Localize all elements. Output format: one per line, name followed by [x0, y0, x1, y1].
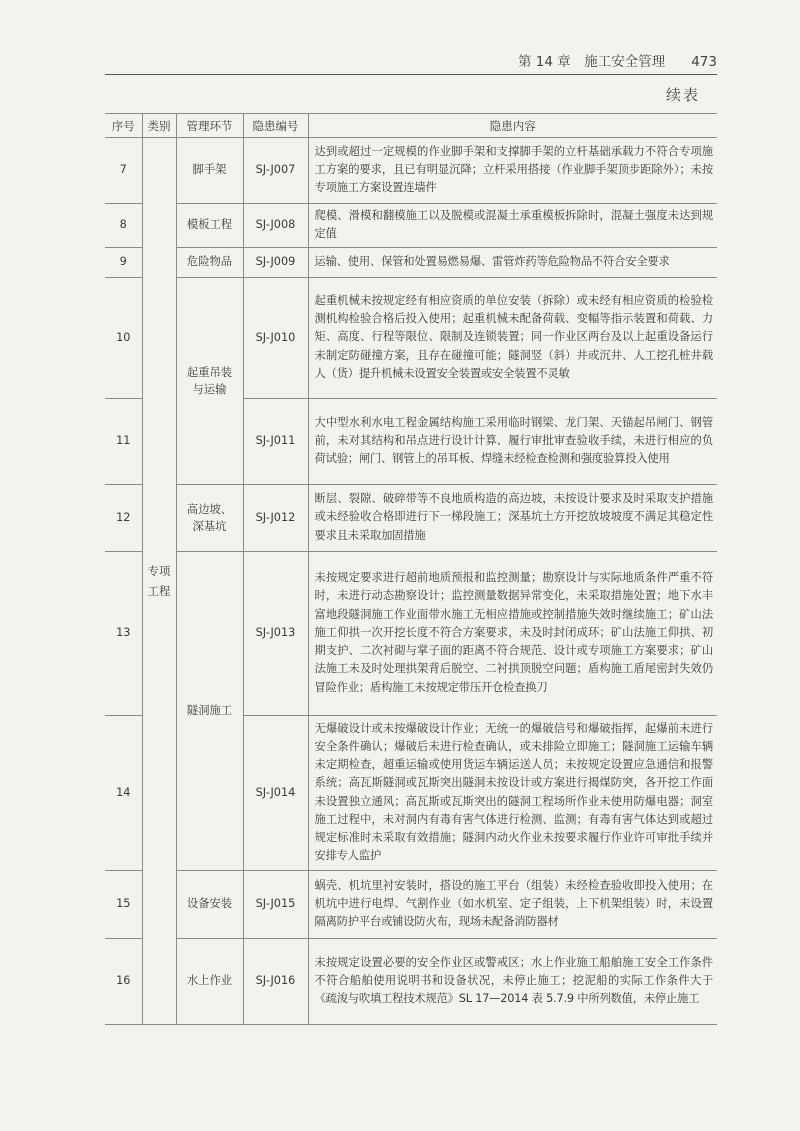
- stage-cell: 模板工程: [176, 204, 243, 248]
- row-number: 13: [105, 552, 142, 716]
- content-cell: 断层、裂隙、破碎带等不良地质构造的高边坡，未按设计要求及时采取支护措施或未经验收合格即进行下一梯段施工；深基坑土方开挖放坡坡度不满足其稳定性要求且未采取加固措施: [308, 485, 717, 552]
- stage-label-lifting: 起重吊装与运输: [186, 366, 233, 396]
- row-number: 15: [105, 871, 142, 939]
- row-number: 10: [105, 278, 142, 399]
- col-header-category: 类别: [142, 114, 176, 138]
- col-header-stage: 管理环节: [176, 114, 243, 138]
- content-cell: 大中型水利水电工程金属结构施工采用临时钢梁、龙门架、天锚起吊闸门、钢管前，未对其结构和吊点进行设计计算、履行审批审查验收手续，未进行相应的负荷试验；闸门、钢管上的吊耳板、焊缝未经检查检测和强度验算投入使用: [308, 399, 717, 485]
- stage-label-slope: 高边坡、深基坑: [186, 503, 233, 533]
- code-cell: SJ-J009: [243, 248, 308, 278]
- category-cell: [142, 138, 176, 1025]
- table-row: [105, 552, 717, 716]
- stage-cell: 隧洞施工: [176, 552, 243, 871]
- code-cell: SJ-J016: [243, 939, 308, 1025]
- row-number: 11: [105, 399, 142, 485]
- hazard-table: [105, 113, 717, 1025]
- code-cell: SJ-J014: [243, 716, 308, 871]
- row-number: 8: [105, 204, 142, 248]
- row-number: 12: [105, 485, 142, 552]
- content-cell: 未按规定要求进行超前地质预报和监控测量；勘察设计与实际地质条件严重不符时，未进行动态勘察设计；监控测量数据异常变化，未采取措施处置；地下水丰富地段隧洞施工作业面带水施工无相应措施或控制措施失效时继续施工；矿山法施工仰拱一次开挖长度不符合方案要求，未及时封闭成环；矿山法施工仰拱、初期支护、二次衬砌与掌子面的距离不符合规范、设计或专项施工方案要求；矿山法施工未及时处理拱架背后脱空、二衬拱顶脱空问题；盾构施工盾尾密封失效仍冒险作业；盾构施工未按规定带压开仓检查换刀: [308, 552, 717, 716]
- content-cell: 达到或超过一定规模的作业脚手架和支撑脚手架的立杆基础承载力不符合专项施工方案的要求，且已有明显沉降；立杆采用搭接（作业脚手架顶步距除外）；未按专项施工方案设置连墙件: [308, 138, 717, 204]
- chapter-title: 第 14 章 施工安全管理: [517, 54, 666, 70]
- stage-cell: 脚手架: [176, 138, 243, 204]
- table-row: [105, 138, 717, 204]
- code-cell: SJ-J013: [243, 552, 308, 716]
- code-cell: SJ-J015: [243, 871, 308, 939]
- row-number: 7: [105, 138, 142, 204]
- code-cell: SJ-J008: [243, 204, 308, 248]
- row-number: 14: [105, 716, 142, 871]
- content-cell: 蜗壳、机坑里衬安装时，搭设的施工平台（组装）未经检查验收即投入使用；在机坑中进行电焊、气割作业（如水机室、定子组装，上下机架组装）时，未设置隔离防护平台或铺设防火布，现场未配备消防器材: [308, 871, 717, 939]
- code-cell: SJ-J011: [243, 399, 308, 485]
- content-cell: 爬模、滑模和翻模施工以及脱模或混凝土承重模板拆除时，混凝土强度未达到规定值: [308, 204, 717, 248]
- content-cell: 无爆破设计或未按爆破设计作业；无统一的爆破信号和爆破指挥，起爆前未进行安全条件确认；爆破后未进行检查确认，或未排险立即施工；隧洞施工运输车辆未定期检查，超重运输或使用货运车辆运送人员；未按规定设置应急通信和报警系统；高瓦斯隧洞或瓦斯突出隧洞未按设计或方案进行揭煤防突，各开挖工作面未设置独立通风；高瓦斯或瓦斯突出的隧洞工程场所作业未使用防爆电器；洞室施工过程中，未对洞内有毒有害气体进行检测、监测；有毒有害气体达到或超过规定标准时未采取有效措施；隧洞内动火作业未按要求履行作业许可审批手续并安排专人监护: [308, 716, 717, 871]
- code-cell: SJ-J007: [243, 138, 308, 204]
- table-row: [105, 485, 717, 552]
- col-header-no: 序号: [105, 114, 142, 138]
- col-header-content: 隐患内容: [308, 114, 717, 138]
- content-cell: 运输、使用、保管和处置易燃易爆、雷管炸药等危险物品不符合安全要求: [308, 248, 717, 278]
- table-row: [105, 204, 717, 248]
- page-header: [105, 48, 717, 75]
- page-number: 473: [691, 54, 717, 70]
- table-row: [105, 939, 717, 1025]
- stage-cell: 水上作业: [176, 939, 243, 1025]
- row-number: 16: [105, 939, 142, 1025]
- continued-label: 续表: [665, 86, 700, 104]
- stage-cell: 设备安装: [176, 871, 243, 939]
- table-header-row: [105, 114, 717, 138]
- stage-cell: 危险物品: [176, 248, 243, 278]
- table-row: [105, 871, 717, 939]
- table-row: [105, 278, 717, 399]
- table-row: [105, 248, 717, 278]
- stage-cell: [176, 278, 243, 485]
- code-cell: SJ-J010: [243, 278, 308, 399]
- code-cell: SJ-J012: [243, 485, 308, 552]
- category-label: 专项工程: [147, 564, 171, 598]
- header-text: [518, 50, 717, 70]
- stage-cell: [176, 485, 243, 552]
- row-number: 9: [105, 248, 142, 278]
- content-cell: 起重机械未按规定经有相应资质的单位安装（拆除）或未经有相应资质的检验检测机构检验合格后投入使用；起重机械未配备荷载、变幅等指示装置和荷载、力矩、高度、行程等限位、限制及连锁装置；同一作业区两台及以上起重设备运行未制定防碰撞方案，且存在碰撞可能；隧洞竖（斜）井或沉井、人工挖孔桩井载人（货）提升机械未设置安全装置或安全装置不灵敏: [308, 278, 717, 399]
- content-cell: 未按规定设置必要的安全作业区或警戒区；水上作业施工船舶施工安全工作条件不符合船舶使用说明书和设备状况，未停止施工；挖泥船的实际工作条件大于《疏浚与吹填工程技术规范》SL 17—2014 表 5.7.9 中所列数值，未停止施工: [308, 939, 717, 1025]
- col-header-code: 隐患编号: [243, 114, 308, 138]
